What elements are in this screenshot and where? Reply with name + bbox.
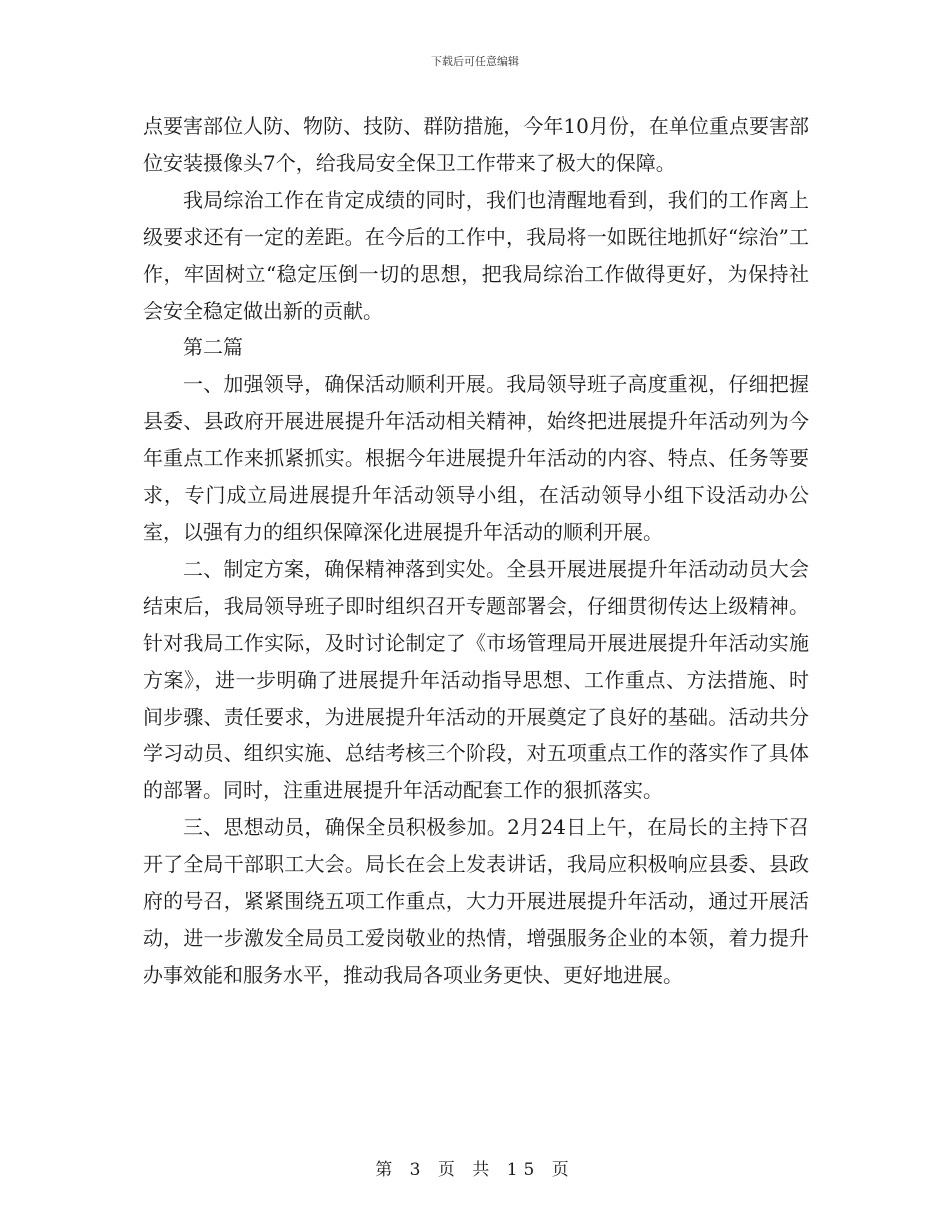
paragraph-point-2: 二、制定方案，确保精神落到实处。全县开展进展提升年活动动员大会结束后，我局领导班子即时组织召开专题部署会，仔细贯彻传达上级精神。针对我局工作实际，及时讨论制定了《市场管理局开展进展提升年活动实施方案》，进一步明确了进展提升年活动指导思想、工作重点、方法措施、时间步骤、责任要求，为进展提升年活动的开展奠定了良好的基础。活动共分学习动员、组织实施、总结考核三个阶段，对五项重点工作的落实作了具体的部署。同时，注重进展提升年活动配套工作的狠抓落实。: [143, 556, 809, 803]
page-header-note: 下载后可任意编辑: [431, 55, 519, 68]
page-number: 第 3 页 共 15 页: [375, 1160, 575, 1180]
section-heading: 第二篇: [183, 335, 243, 360]
paragraph-point-3: 三、思想动员，确保全员积极参加。2月24日上午，在局长的主持下召开了全局干部职工大会。局长在会上发表讲话，我局应积极响应县委、县政府的号召，紧紧围绕五项工作重点，大力开展进展提升年活动，通过开展活动，进一步激发全局员工爱岗敬业的热情，增强服务企业的本领，着力提升办事效能和服务水平，推动我局各项业务更快、更好地进展。: [143, 815, 809, 987]
paragraph-point-1: 一、加强领导，确保活动顺利开展。我局领导班子高度重视，仔细把握县委、县政府开展进展提升年活动相关精神，始终把进展提升年活动列为今年重点工作来抓紧抓实。根据今年进展提升年活动的内容、特点、任务等要求，专门成立局进展提升年活动领导小组，在活动领导小组下设活动办公室，以强有力的组织保障深化进展提升年活动的顺利开展。: [143, 372, 809, 544]
paragraph-summary: 我局综治工作在肯定成绩的同时，我们也清醒地看到，我们的工作离上级要求还有一定的差距。在今后的工作中，我局将一如既往地抓好“综治”工作，牢固树立“稳定压倒一切的思想，把我局综治工作做得更好，为保持社会安全稳定做出新的贡献。: [143, 187, 809, 323]
document-body: [143, 108, 809, 994]
paragraph-continuation: 点要害部位人防、物防、技防、群防措施，今年10月份，在单位重点要害部位安装摄像头7个，给我局安全保卫工作带来了极大的保障。: [143, 114, 809, 175]
